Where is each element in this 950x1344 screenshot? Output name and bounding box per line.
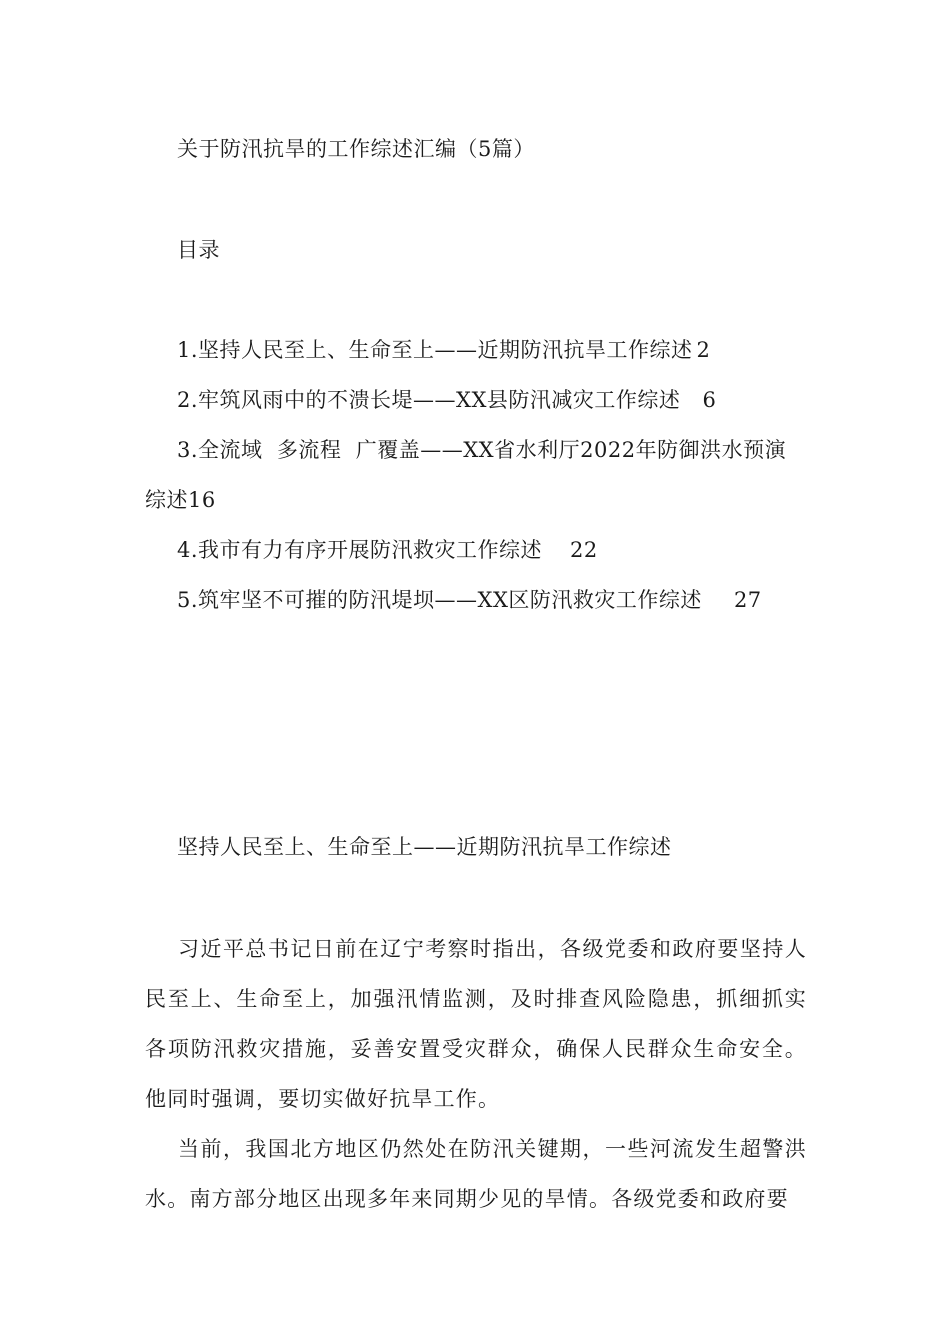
document-title: 关于防汛抗旱的工作综述汇编（5篇） (177, 137, 535, 161)
toc-item-page: 16 (188, 488, 216, 512)
toc-item-text: 1.坚持人民至上、生命至上——近期防汛抗旱工作综述 (177, 338, 693, 362)
toc-item-page: 22 (570, 538, 598, 562)
body-paragraph: 习近平总书记日前在辽宁考察时指出，各级党委和政府要坚持人民至上、生命至上，加强汛情监测，及时排查风险隐患，抓细抓实各项防汛救灾措施，妥善安置受灾群众，确保人民群众生命安全。他同时强调，要切实做好抗旱工作。 (145, 937, 807, 1111)
toc-item-text: 2.牢筑风雨中的不溃长堤——XX县防汛减灾工作综述 (177, 388, 681, 412)
toc-item-page: 27 (733, 588, 762, 612)
toc-item-2 (177, 385, 716, 415)
toc-item-text: 4.我市有力有序开展防汛救灾工作综述 (177, 538, 543, 562)
toc-item-text: 5.筑牢坚不可摧的防汛堤坝——XX区防汛救灾工作综述 (177, 588, 702, 612)
body-paragraph: 当前，我国北方地区仍然处在防汛关键期，一些河流发生超警洪水。南方部分地区出现多年来同期少见的旱情。各级党委和政府要 (145, 1137, 807, 1211)
toc-item-3 (177, 435, 786, 465)
section-title: 坚持人民至上、生命至上——近期防汛抗旱工作综述 (177, 835, 672, 859)
toc-item-text: 3.全流域 多流程 广覆盖——XX省水利厅2022年防御洪水预演 (177, 438, 787, 462)
toc-heading: 目录 (177, 238, 220, 262)
toc-item-page: 2 (696, 338, 711, 362)
toc-item-1 (177, 335, 710, 365)
toc-item-page: 6 (702, 388, 717, 412)
toc-item-text: 综述 (145, 488, 188, 512)
toc-item-3-continuation (145, 485, 216, 515)
toc-item-5 (177, 585, 762, 615)
toc-item-4 (177, 535, 598, 565)
